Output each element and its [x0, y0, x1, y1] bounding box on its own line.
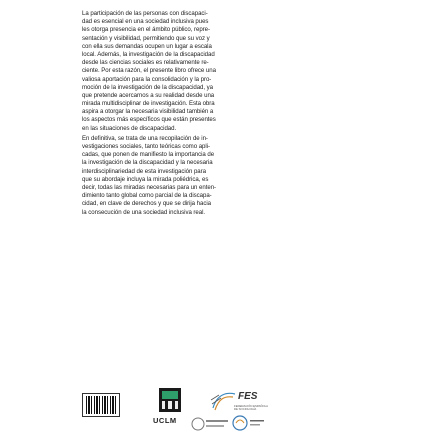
- institution-seal-icon: [190, 416, 230, 432]
- text-line: decir, todas las miradas necesarias para un enten-: [82, 183, 217, 191]
- text-line: vestigaciones sociales, tanto teóricas como apli-: [82, 143, 210, 150]
- text-line: la investigación de la discapacidad y la necesaria: [82, 159, 213, 167]
- text-line: sentación y visibilidad, permitiendo que su voz y: [82, 34, 210, 42]
- text-line: en las situaciones de discapacidad.: [82, 124, 177, 132]
- text-line: la consecución de una sociedad inclusiva real.: [82, 208, 206, 216]
- text-line: que su abordaje incluya la mirada poliédrica, es: [82, 175, 209, 183]
- back-cover-text: [82, 10, 364, 217]
- text-line: valiosa aportación para la consolidación y la pro-: [82, 75, 212, 83]
- text-line: local. Además, la investigación de la discapacidad: [82, 50, 215, 58]
- text-line: aspira a otorgar la necesaria visibilidad también a: [82, 108, 214, 116]
- text-line: moción de la investigación de la discapacidad, ya: [82, 83, 214, 91]
- barcode: [82, 393, 120, 417]
- text-line: interdisciplinariedad de esta investigación para: [82, 167, 206, 175]
- uclm-logo-text: UCLM: [153, 416, 177, 425]
- text-line: La participación de las personas con discapaci-: [82, 10, 208, 17]
- institution-round-logo-icon: [232, 414, 266, 432]
- text-line: con ella sus demandas ocupen un lugar a escala: [82, 42, 212, 50]
- uclm-building-icon: [158, 386, 182, 414]
- fes-logo-subtitle: FEDERACIÓN ESPAÑOLA DE SOCIOLOGÍA: [234, 404, 268, 412]
- text-line: desde las ciencias sociales es relativamente re-: [82, 59, 209, 67]
- text-line: les otorga presencia en el ámbito público, repre-: [82, 26, 210, 34]
- text-line: dad es esencial en una sociedad inclusiva pues: [82, 18, 209, 26]
- text-line: ciente. Por esta razón, el presente libro ofrece una: [82, 67, 216, 75]
- text-line: cidad, en clave de derechos y que se dirija hacia: [82, 200, 211, 208]
- text-line: mirada multidisciplinar de investigación. Esta obra: [82, 100, 215, 108]
- text-line: que pretende acercarnos a su realidad desde una: [82, 91, 215, 99]
- text-line: los aspectos más específicos que están presentes: [82, 116, 216, 124]
- text-line: En definitiva, se trata de una recopilación de in-: [82, 134, 208, 142]
- text-line: cadas, que ponen de manifiesto la importancia de: [82, 151, 215, 159]
- fes-logo-text: FES: [238, 391, 258, 402]
- text-line: dimiento tanto global como parcial de la discapa-: [82, 192, 212, 200]
- barcode-bars: [86, 396, 116, 414]
